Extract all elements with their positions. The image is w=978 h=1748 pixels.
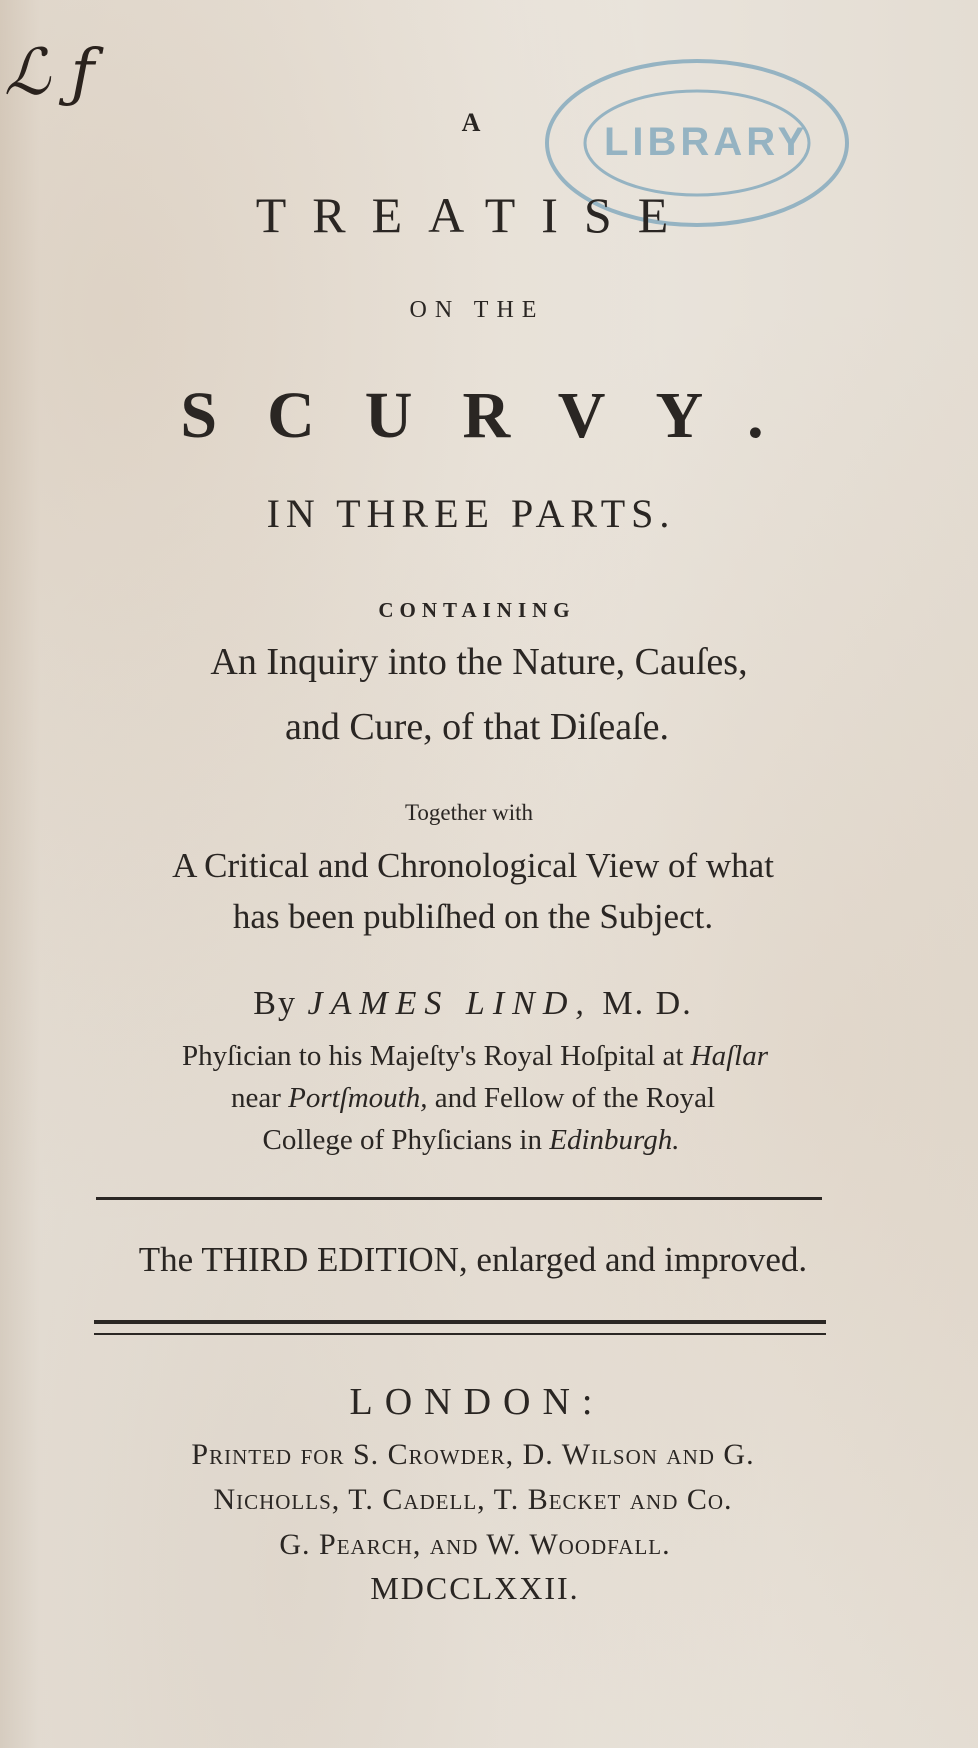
role-line-2-prefix: near bbox=[230, 1082, 281, 1114]
edition-line: The THIRD EDITION, enlarged and improved. bbox=[138, 1240, 808, 1279]
author-name: JAMES LIND, bbox=[307, 985, 592, 1022]
inquiry-line-1: An Inquiry into the Nature, Cauſes, bbox=[210, 641, 748, 683]
role-line-3-place: Edinburgh. bbox=[549, 1124, 680, 1156]
imprint-city: LONDON: bbox=[349, 1381, 605, 1423]
imprint-line-3: G. Pearch, and W. Woodfall. bbox=[279, 1528, 671, 1561]
author-role-line-3 bbox=[0, 1124, 960, 1157]
inquiry-line-2: and Cure, of that Diſeaſe. bbox=[284, 706, 670, 748]
divider-rule-thin bbox=[94, 1333, 826, 1335]
imprint-year: MDCCLXXII. bbox=[370, 1570, 580, 1606]
critical-line-1: A Critical and Chronological View of what bbox=[172, 846, 774, 885]
title-parts: IN THREE PARTS. bbox=[266, 491, 676, 536]
role-line-2-place: Portſmouth, bbox=[288, 1082, 428, 1114]
critical-line-2: has been publiſhed on the Subject. bbox=[232, 897, 714, 936]
author-role-line-2 bbox=[0, 1082, 962, 1115]
role-line-2-suffix: and Fellow of the Royal bbox=[434, 1082, 716, 1114]
imprint-line-2: Nicholls, T. Cadell, T. Becket and Co. bbox=[213, 1483, 733, 1516]
author-role-line-1 bbox=[0, 1040, 964, 1073]
imprint-line-1: Printed for S. Crowder, D. Wilson and G. bbox=[191, 1438, 755, 1471]
handwritten-shelfmark: ℒ ƒ bbox=[4, 36, 95, 110]
role-line-3-text: College of Phyſicians in bbox=[262, 1124, 542, 1156]
title-scurvy: SCURVY. bbox=[180, 379, 814, 452]
author-line bbox=[0, 985, 962, 1023]
role-line-1-text: Phyſician to his Majeſty's Royal Hoſpital at bbox=[182, 1040, 684, 1072]
together-with: Together with bbox=[404, 800, 534, 825]
author-by: By bbox=[253, 985, 297, 1022]
author-degree: M. D. bbox=[602, 985, 693, 1022]
divider-rule-thick bbox=[94, 1320, 826, 1324]
containing-label: CONTAINING bbox=[378, 598, 576, 622]
title-article: A bbox=[461, 108, 481, 137]
title-treatise: TREATISE bbox=[255, 187, 695, 243]
divider-rule-top bbox=[96, 1197, 822, 1200]
role-line-1-place: Haſlar bbox=[690, 1040, 768, 1072]
title-on-the: ON THE bbox=[409, 297, 545, 323]
stamp-label: LIBRARY bbox=[604, 120, 809, 164]
